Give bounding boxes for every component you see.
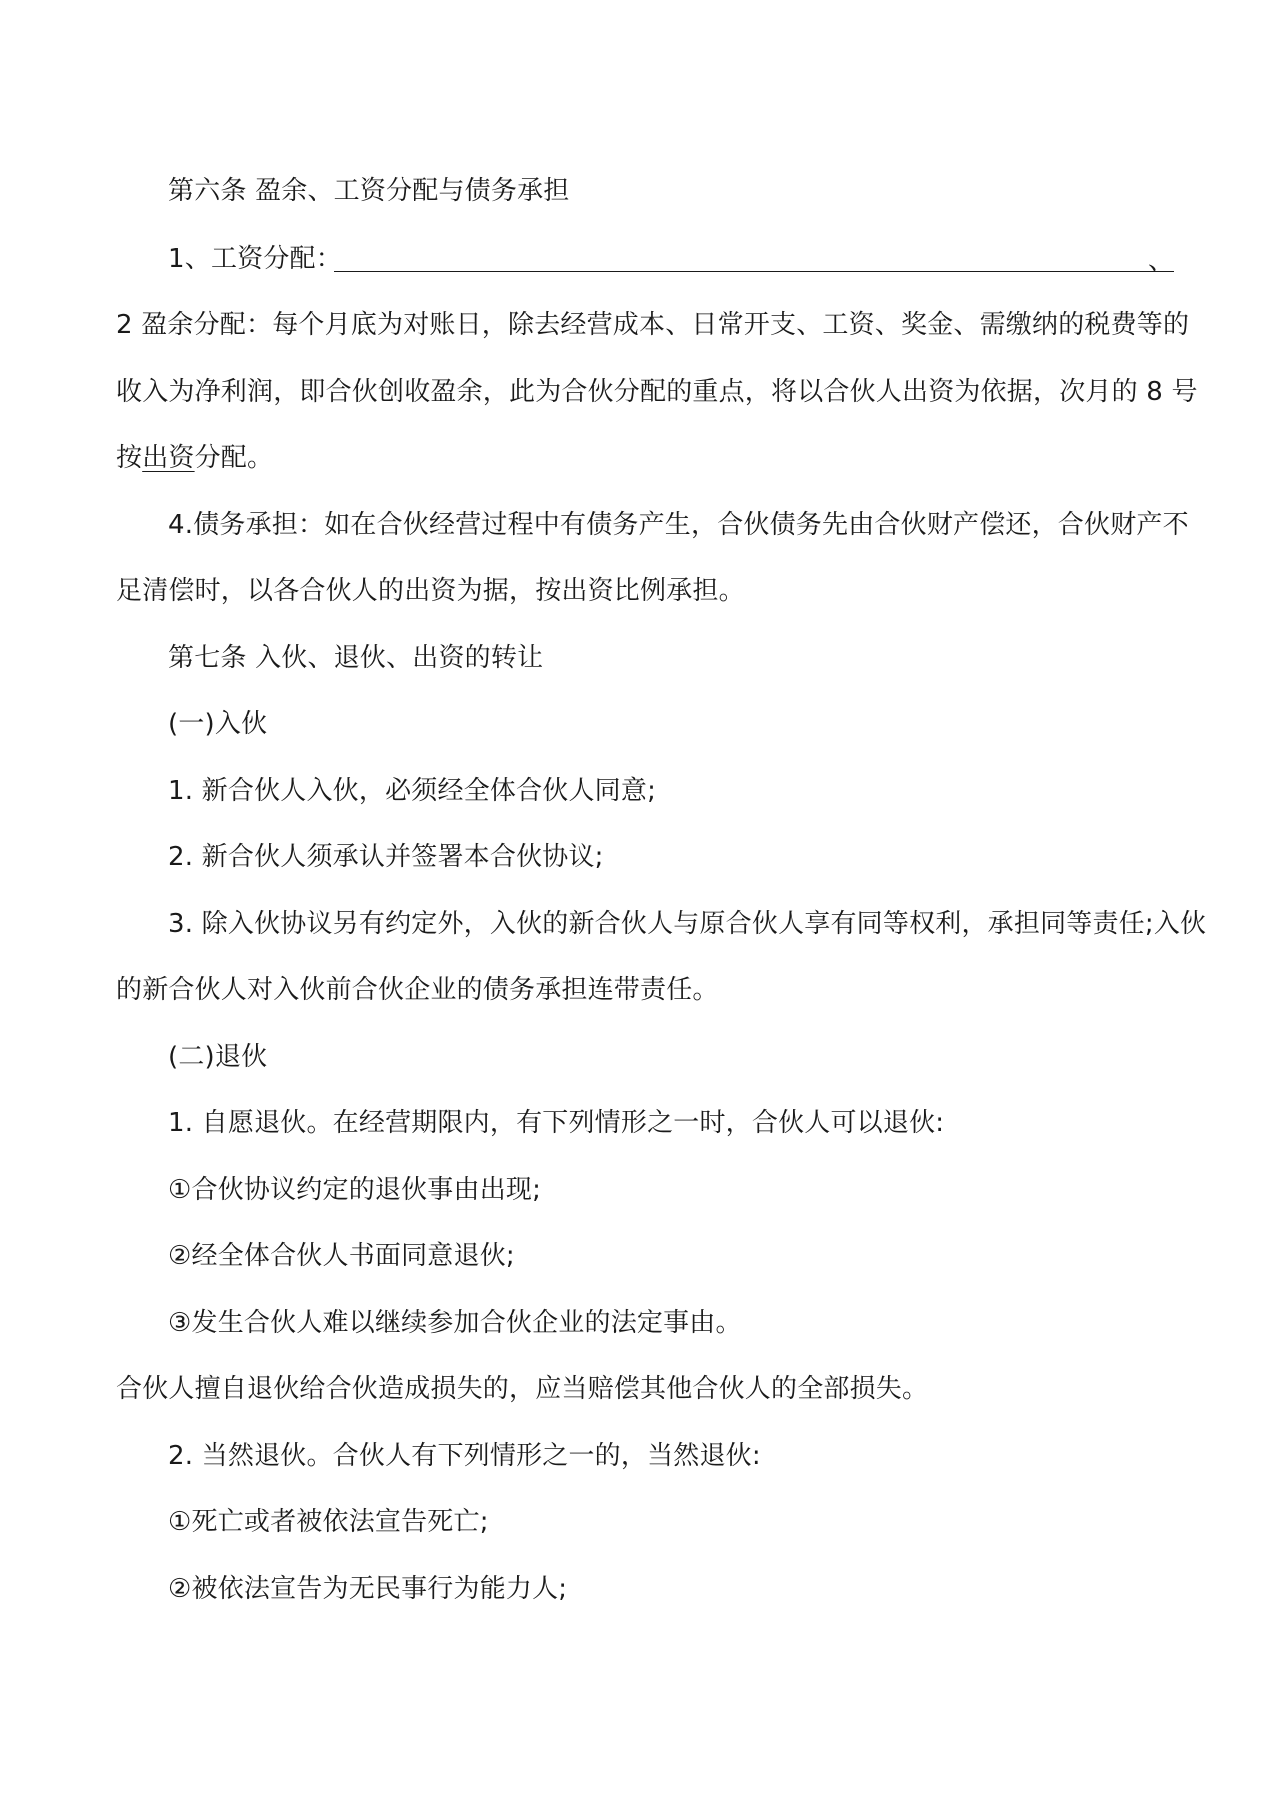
surplus-line-3 bbox=[116, 441, 273, 475]
withdraw-item-2-a: ①死亡或者被依法宣告死亡; bbox=[168, 1507, 489, 1537]
join-item-3-line-1: 3. 除入伙协议另有约定外，入伙的新合伙人与原合伙人享有同等权利，承担同等责任;入伙 bbox=[168, 909, 1207, 939]
withdraw-item-1-b: ②经全体合伙人书面同意退伙; bbox=[168, 1241, 515, 1271]
surplus-line-3-pre: 按 bbox=[116, 443, 143, 473]
withdraw-item-2: 2. 当然退伙。合伙人有下列情形之一的，当然退伙: bbox=[168, 1441, 761, 1471]
wage-blank-line bbox=[334, 270, 1174, 272]
surplus-line-1: 2 盈余分配：每个月底为对账日，除去经营成本、日常开支、工资、奖金、需缴纳的税费等的 bbox=[116, 310, 1190, 340]
debt-line-2: 足清偿时，以各合伙人的出资为据，按出资比例承担。 bbox=[116, 576, 745, 606]
surplus-line-3-underlined: 出资 bbox=[142, 443, 195, 473]
wage-distribution-label: 1、工资分配： bbox=[168, 244, 342, 274]
article-6-title: 第六条 盈余、工资分配与债务承担 bbox=[168, 176, 570, 206]
join-item-1: 1. 新合伙人入伙，必须经全体合伙人同意; bbox=[168, 776, 657, 806]
join-item-3-line-2: 的新合伙人对入伙前合伙企业的债务承担连带责任。 bbox=[116, 975, 719, 1005]
wage-trailing-mark: 、 bbox=[1148, 246, 1175, 276]
withdraw-item-1-a: ①合伙协议约定的退伙事由出现; bbox=[168, 1175, 542, 1205]
withdraw-item-2-b: ②被依法宣告为无民事行为能力人; bbox=[168, 1574, 568, 1604]
withdraw-item-1-c: ③发生合伙人难以继续参加合伙企业的法定事由。 bbox=[168, 1308, 742, 1338]
withdraw-item-1: 1. 自愿退伙。在经营期限内，有下列情形之一时，合伙人可以退伙: bbox=[168, 1108, 945, 1138]
withdraw-heading: (二)退伙 bbox=[168, 1042, 268, 1072]
join-item-2: 2. 新合伙人须承认并签署本合伙协议; bbox=[168, 842, 604, 872]
withdraw-loss-clause: 合伙人擅自退伙给合伙造成损失的，应当赔偿其他合伙人的全部损失。 bbox=[116, 1374, 929, 1404]
debt-line-1: 4.债务承担：如在合伙经营过程中有债务产生，合伙债务先由合伙财产偿还，合伙财产不 bbox=[168, 510, 1189, 540]
surplus-line-2: 收入为净利润，即合伙创收盈余，此为合伙分配的重点，将以合伙人出资为依据，次月的 8 号 bbox=[116, 377, 1198, 407]
surplus-line-3-post: 分配。 bbox=[194, 443, 274, 473]
article-7-title: 第七条 入伙、退伙、出资的转让 bbox=[168, 643, 544, 673]
join-heading: (一)入伙 bbox=[168, 709, 268, 739]
